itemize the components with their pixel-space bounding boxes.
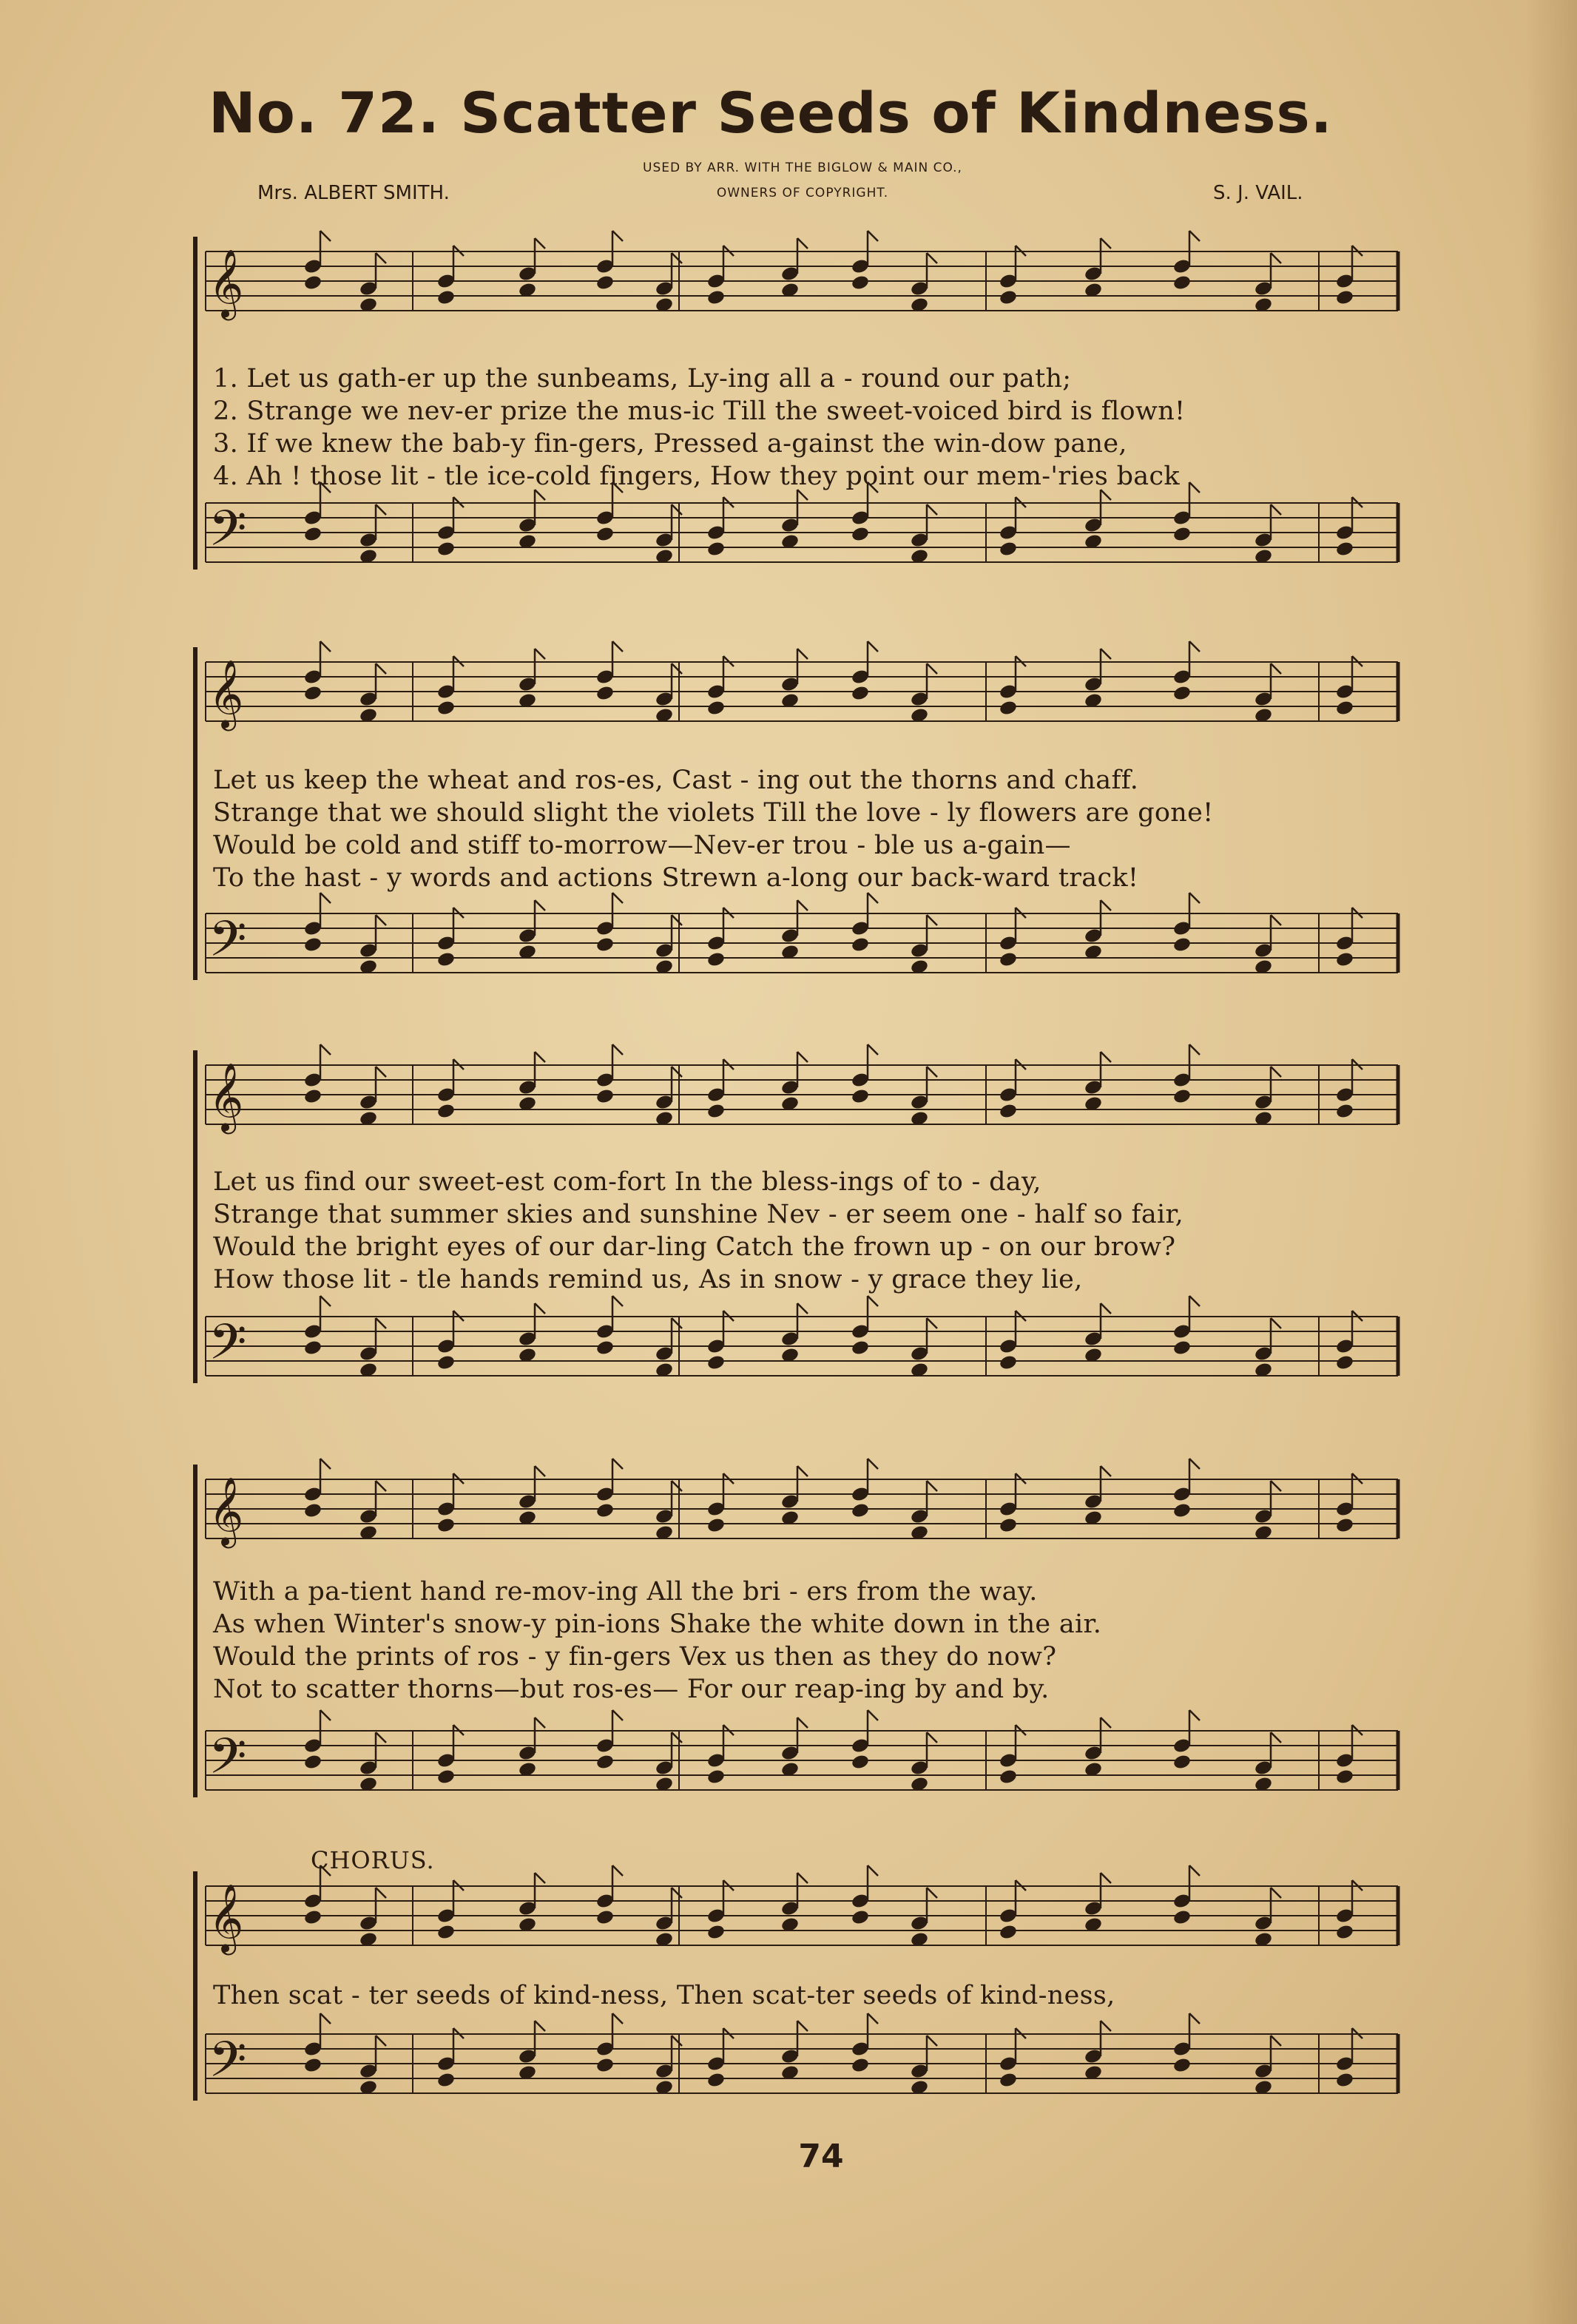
treble-staff <box>206 641 1398 731</box>
svg-text:𝄞: 𝄞 <box>209 1883 244 1952</box>
lyric-verse-4: Not to scatter thorns—but ros-es— For our reap-ing by and by. <box>213 1675 1050 1704</box>
lyric-verse-3: Would be cold and stiff to-morrow—Nev-er trou - ble us a-gain— <box>213 831 1071 860</box>
lyric-verse-4: 4. Ah ! those lit - tle ice-cold fingers, How they point our mem-'ries back <box>213 462 1180 491</box>
svg-text:𝄢: 𝄢 <box>209 2031 247 2100</box>
svg-text:𝄢: 𝄢 <box>209 500 247 569</box>
treble-staff <box>206 1044 1398 1134</box>
lyrics-block <box>213 764 1397 894</box>
lyrics-block <box>213 1166 1397 1296</box>
lyric-verse-1: Let us find our sweet-est com-fort In the bless-ings of to - day, <box>213 1167 1041 1197</box>
treble-staff <box>206 231 1398 320</box>
page-edge-shadow <box>1525 0 1577 2324</box>
svg-text:𝄢: 𝄢 <box>209 1314 247 1382</box>
lyricist-credit: Mrs. ALBERT SMITH. <box>257 182 450 204</box>
lyric-verse-1: With a pa-tient hand re-mov-ing All the bri - ers from the way. <box>213 1577 1038 1607</box>
bass-staff <box>206 2013 1398 2100</box>
lyrics-block <box>213 362 1397 493</box>
bass-staff <box>206 893 1398 979</box>
svg-text:𝄞: 𝄞 <box>209 249 244 317</box>
hymn-title: No. 72. Scatter Seeds of Kindness. <box>209 80 1333 146</box>
svg-text:𝄞: 𝄞 <box>209 1062 244 1131</box>
lyric-verse-2: Strange that summer skies and sunshine Nev - er seem one - half so fair, <box>213 1200 1184 1229</box>
svg-text:𝄢: 𝄢 <box>209 1728 247 1797</box>
lyric-chorus: Then scat - ter seeds of kind-ness, Then scat-ter seeds of kind-ness, <box>213 1981 1115 2010</box>
copyright-line-1: USED BY ARR. WITH THE BIGLOW & MAIN CO., <box>643 161 962 175</box>
lyric-verse-2: 2. Strange we nev-er prize the mus-ic Till the sweet-voiced bird is flown! <box>213 396 1186 426</box>
composer-credit: S. J. VAIL. <box>1213 182 1303 204</box>
lyric-verse-2: Strange that we should slight the violets Till the love - ly flowers are gone! <box>213 798 1214 828</box>
copyright-line-2: OWNERS OF COPYRIGHT. <box>716 186 889 200</box>
bass-staff <box>206 1710 1398 1797</box>
svg-text:𝄢: 𝄢 <box>209 911 247 979</box>
bass-staff <box>206 1296 1398 1382</box>
lyric-verse-4: To the hast - y words and actions Strewn a-long our back-ward track! <box>213 863 1139 893</box>
lyric-verse-1: Let us keep the wheat and ros-es, Cast - ing out the thorns and chaff. <box>213 766 1139 795</box>
lyrics-block <box>213 1575 1397 1706</box>
lyric-verse-2: As when Winter's snow-y pin-ions Shake the white down in the air. <box>213 1609 1102 1639</box>
copyright-notice <box>588 155 1017 206</box>
lyric-verse-1: 1. Let us gath-er up the sunbeams, Ly-ing all a - round our path; <box>213 364 1072 393</box>
svg-text:𝄞: 𝄞 <box>209 1476 244 1545</box>
bass-staff <box>206 482 1398 569</box>
chorus-label: CHORUS. <box>311 1846 435 1874</box>
treble-staff <box>206 1459 1398 1548</box>
lyric-verse-4: How those lit - tle hands remind us, As in snow - y grace they lie, <box>213 1265 1083 1294</box>
svg-text:𝄞: 𝄞 <box>209 659 244 728</box>
lyric-verse-3: 3. If we knew the bab-y fin-gers, Pressed a-gainst the win-dow pane, <box>213 429 1127 459</box>
lyric-verse-3: Would the bright eyes of our dar-ling Catch the frown up - on our brow? <box>213 1232 1176 1262</box>
treble-staff <box>206 1865 1398 1955</box>
page-number: 74 <box>798 2138 844 2175</box>
lyrics-block <box>213 1979 1397 2012</box>
lyric-verse-3: Would the prints of ros - y fin-gers Vex us then as they do now? <box>213 1642 1057 1672</box>
